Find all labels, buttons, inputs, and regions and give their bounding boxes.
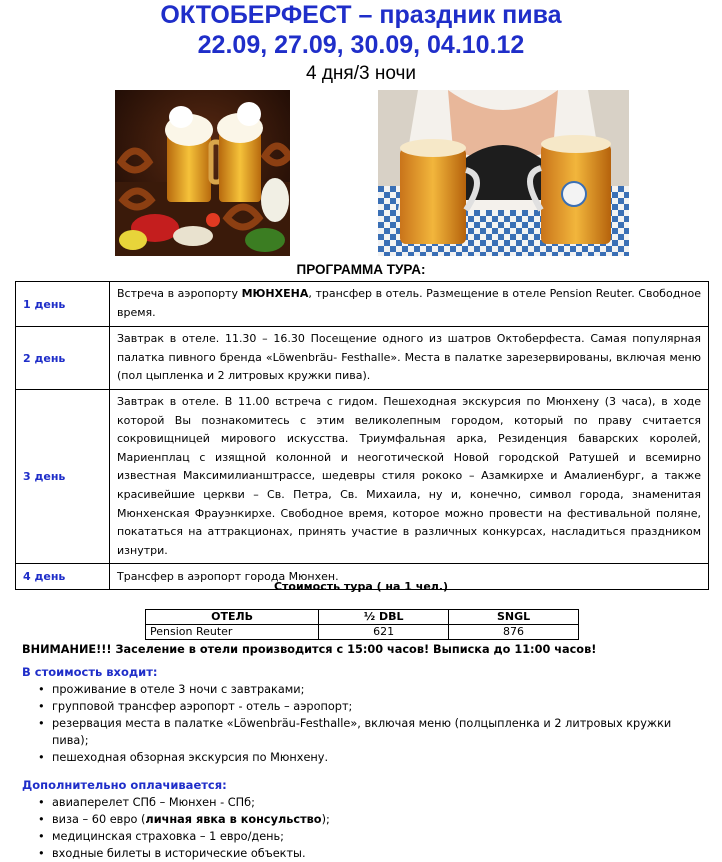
column-header: ОТЕЛЬ bbox=[146, 610, 319, 625]
column-header: SNGL bbox=[449, 610, 579, 625]
table-row bbox=[16, 390, 709, 564]
table-row bbox=[146, 625, 579, 640]
tour-dates: 22.09, 27.09, 30.09, 04.10.12 bbox=[197, 31, 525, 59]
included-heading: В стоимость входит: bbox=[22, 665, 158, 679]
list-item: • авиаперелет СПб – Мюнхен - СПб; bbox=[22, 794, 682, 811]
list-item: • резервация места в палатке «Löwenbräu-Festhalle», включая меню (полцыпленка и 2 литровых кружки пива); bbox=[22, 715, 682, 749]
list-item: • пешеходная обзорная экскурсия по Мюнхену. bbox=[22, 749, 682, 766]
price-dbl: 621 bbox=[319, 625, 449, 640]
tour-duration: 4 дня/3 ночи bbox=[306, 63, 416, 84]
price-sngl: 876 bbox=[449, 625, 579, 640]
program-heading: ПРОГРАММА ТУРА: bbox=[296, 262, 426, 277]
table-row bbox=[16, 282, 709, 327]
day-description: Завтрак в отеле. 11.30 – 16.30 Посещение одного из шатров Октоберфеста. Самая популярная палатка пивного бренда «Löwenbräu- Festhalle». Места в палатке зарезервированы, включая меню (пол цыпленка и 2 литровых кружки пива). bbox=[110, 327, 709, 390]
list-item: • групповой трансфер аэропорт - отель – аэропорт; bbox=[22, 698, 682, 715]
list-item: • медицинская страховка – 1 евро/день; bbox=[22, 828, 682, 845]
day-label: 4 день bbox=[16, 564, 110, 590]
extra-list bbox=[22, 794, 682, 862]
list-item: • виза – 60 евро (личная явка в консульство); bbox=[22, 811, 682, 828]
day-label: 1 день bbox=[16, 282, 110, 327]
list-item: • входные билеты в исторические объекты. bbox=[22, 845, 682, 862]
table-header-row bbox=[146, 610, 579, 625]
program-table bbox=[15, 281, 709, 590]
extra-heading: Дополнительно оплачивается: bbox=[22, 778, 227, 792]
day-description: Завтрак в отеле. В 11.00 встреча с гидом. Пешеходная экскурсия по Мюнхену (3 часа), в ходе которой Вы познакомитесь с этим великолепным городом, который по праву считается сокровищницей мирового искусства. Триумфальная арка, Резиденция баварских королей, Мариенплац с изящной колонной и неоготической Новой городской Ратушей и всемирно известная Максимилианштрассе, шедевры стиля рококо – Азамкирхе и Амалиенбург, а также красивейшие церкви – Св. Петра, Св. Михаила, ну и, конечно, символ города, знаменитая Мюнхенская Фрауэнкирхе. Свободное время, которое можно провести на фестивальной поляне, покататься на аттракционах, принять участие в различных конкурсах, насладиться праздником изнутри. bbox=[110, 390, 709, 564]
day-label: 2 день bbox=[16, 327, 110, 390]
page-title: ОКТОБЕРФЕСТ – праздник пива bbox=[160, 1, 562, 29]
column-header: ½ DBL bbox=[319, 610, 449, 625]
included-list bbox=[22, 681, 682, 766]
price-table bbox=[145, 609, 579, 640]
beer-pretzels-photo bbox=[115, 90, 290, 256]
day-label: 3 день bbox=[16, 390, 110, 564]
list-item: • проживание в отеле 3 ночи с завтраками; bbox=[22, 681, 682, 698]
day-description: Трансфер в аэропорт города Мюнхен. bbox=[110, 564, 709, 590]
table-row bbox=[16, 327, 709, 390]
day-description: Встреча в аэропорту МЮНХЕНА, трансфер в отель. Размещение в отеле Pension Reuter. Свободное время. bbox=[110, 282, 709, 327]
attention-notice: ВНИМАНИЕ!!! Заселение в отели производится с 15:00 часов! Выписка до 11:00 часов! bbox=[22, 643, 597, 656]
oktoberfest-waitress-photo bbox=[378, 90, 629, 256]
cost-heading: Стоимость тура ( на 1 чел.) bbox=[273, 580, 449, 593]
hotel-name: Pension Reuter bbox=[146, 625, 319, 640]
